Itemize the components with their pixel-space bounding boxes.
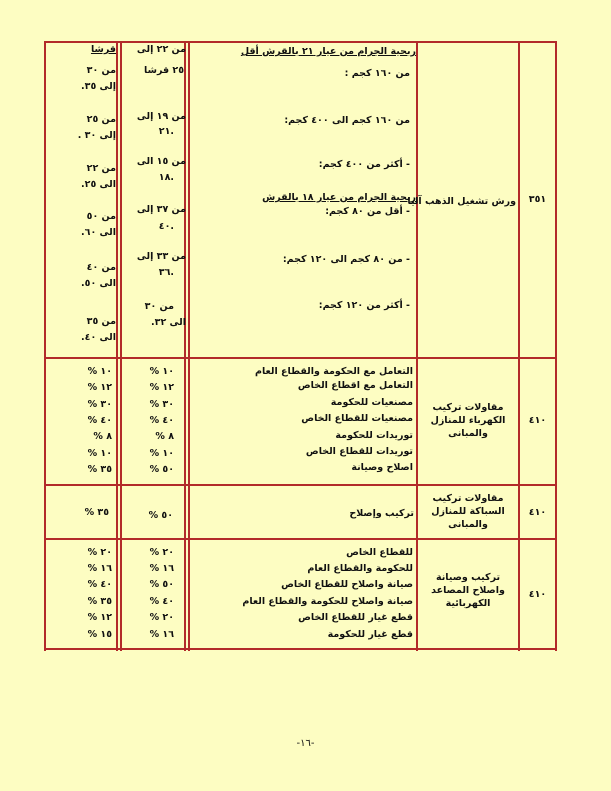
rate-value: ٣٥ % [87,596,112,607]
range-value: من ٣٧ إلى [136,204,186,215]
section-activity: ورش تشغيل الذهب آليا [407,196,516,207]
rate-value: ٤٠ % [87,579,112,590]
item-label: قطع غيار للحكومة [327,629,413,640]
range-value: إلى ٣٠ . [77,130,116,141]
range-value: الى ٦٠. [81,227,116,238]
item-label: مصنعيات للحكومة [330,397,413,408]
rate-value: ١٢ % [149,382,174,393]
item-label: قطع غيار للقطاع الخاص [298,612,413,623]
col-divider [416,41,418,651]
range-value: من ٣٠ [86,65,116,76]
rate-value: ٨ % [155,431,174,442]
rate-value: ٥٠ % [148,510,173,521]
rate-value: ٢٠ % [87,547,112,558]
rate-value: ٥٠ % [149,464,174,475]
page-number: -١٦- [296,738,315,749]
table-border-left [44,41,46,651]
range-value: من ١٩ إلى [136,111,186,122]
table-border-right [555,41,557,651]
item-label: توريدات للحكومة [335,430,413,441]
range-value: من ١٥ الى [136,156,186,167]
range-value: من ٢٢ [86,163,116,174]
range-value: الى ٣٢. [151,317,186,328]
item-label: للحكومة والقطاع العام [307,563,413,574]
detail-header: ربحية الجرام من عيار ٢١ بالقرش أقل [240,46,416,57]
rate-value: ١٦ % [149,629,174,640]
detail-item: من ١٦٠ كجم الى ٤٠٠ كجم: [284,115,410,126]
detail-item: - أقل من ٨٠ كجم: [325,206,410,217]
detail-header: ربحية الجرام من عيار ١٨ بالقرش [262,192,416,203]
rate-value: ٢٠ % [149,547,174,558]
col-divider [518,41,520,651]
col-divider [184,41,186,651]
item-label: التعامل مع اقطاع الخاص [297,380,413,391]
rate-value: ١٠ % [87,448,112,459]
detail-item: - من ٨٠ كجم الى ١٢٠ كجم: [282,254,410,265]
rate-value: ٢٠ % [149,612,174,623]
detail-item: - أكثر من ١٢٠ كجم: [318,300,410,311]
col-divider [116,41,118,651]
section-code: ٤١٠ [528,507,547,518]
detail-item: - أكثر من ٤٠٠ كجم: [318,159,410,170]
section-activity: مقاولات تركيب السباكة للمنازل والمبانى [431,493,505,530]
item-label: للقطاع الخاص [346,547,413,558]
rate-value: ٣٥ % [87,464,112,475]
item-label: تركيب وإصلاح [349,508,414,519]
range-value: من ٢٥ [86,114,116,125]
col-divider [188,41,190,651]
range-value: من ٣٠ [144,301,174,312]
range-value: .٤٠ [158,221,174,232]
range-value: من ٤٠ [86,262,116,273]
item-label: اصلاح وصيانة [351,462,413,473]
item-label: التعامل مع الحكومة والقطاع العام [255,366,413,377]
rate-value: ١٥ % [87,629,112,640]
rate-value: ١٢ % [87,612,112,623]
range-header: قرشا [90,44,116,55]
section-activity: مقاولات تركيب الكهرباء للمنازل والمبانى [430,402,506,439]
rate-value: ٤٠ % [149,415,174,426]
rate-value: ٨ % [93,431,112,442]
section-code: ٤١٠ [528,415,547,426]
range-value: من ٣٥ [86,316,116,327]
section-activity: تركيب وصيانة واصلاح المصاعد الكهربائية [431,572,505,609]
rate-value: ٣٠ % [87,399,112,410]
range-value: .٣٦ [158,267,174,278]
item-label: صيانة واصلاح للحكومة والقطاع العام [242,596,413,607]
rate-value: ٣٥ % [84,507,109,518]
detail-item: من ١٦٠ كجم : [344,68,410,79]
item-label: مصنعيات للقطاع الخاص [301,413,413,424]
rate-value: ١٦ % [87,563,112,574]
rate-value: ١٠ % [149,448,174,459]
range-value: من ٣٣ إلى [136,251,186,262]
section-code: ٣٥١ [528,194,547,205]
col-divider [120,41,122,651]
rate-value: ١٢ % [87,382,112,393]
rate-value: ١٦ % [149,563,174,574]
range-value: الى ٢٥. [81,179,116,190]
rate-value: ١٠ % [87,366,112,377]
range-value: إلى ٣٥. [81,81,116,92]
range-value: من ٥٠ [86,211,116,222]
section-code: ٤١٠ [528,589,547,600]
rates-table [44,41,557,651]
rate-value: ١٠ % [149,366,174,377]
rate-value: ٤٠ % [87,415,112,426]
range-value: من ٢٢ إلى [136,44,186,55]
item-label: توريدات للقطاع الخاص [305,446,413,457]
range-value: .٢١ [158,126,174,137]
range-value: الى ٤٠. [81,332,116,343]
rate-value: ٥٠ % [149,579,174,590]
item-label: صيانة واصلاح للقطاع الخاص [281,579,413,590]
range-value: ٢٥ قرشا [144,65,184,76]
rate-value: ٤٠ % [149,596,174,607]
range-value: .١٨ [158,172,174,183]
rate-value: ٣٠ % [149,399,174,410]
range-value: الى ٥٠. [81,278,116,289]
